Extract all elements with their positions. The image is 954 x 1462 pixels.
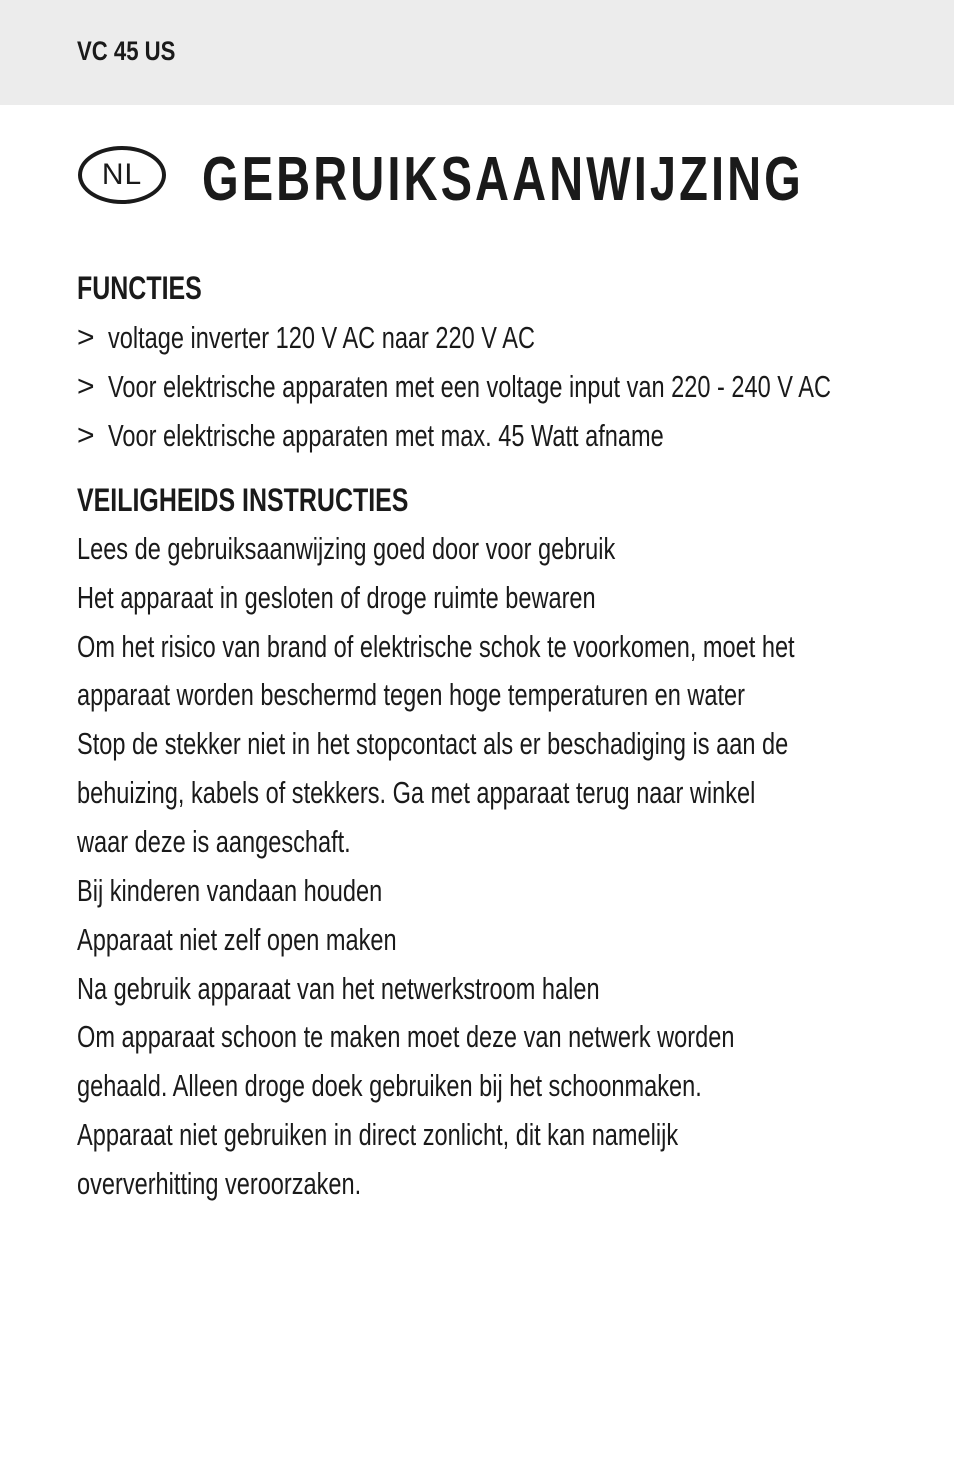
instruction-line: oververhitting veroorzaken.: [77, 1166, 362, 1201]
bullet-marker: >: [77, 419, 95, 452]
instruction-line: gehaald. Alleen droge doek gebruiken bij het schoonmaken.: [77, 1068, 702, 1103]
language-code: NL: [101, 158, 143, 191]
instruction-line: Bij kinderen vandaan houden: [77, 873, 383, 908]
instruction-line: Om apparaat schoon te maken moet deze van netwerk worden: [77, 1019, 735, 1054]
instruction-line: Apparaat niet gebruiken in direct zonlicht, dit kan namelijk: [77, 1117, 679, 1152]
functies-item: Voor elektrische apparaten met max. 45 Watt afname: [108, 418, 664, 453]
bullet-marker: >: [77, 321, 95, 354]
functies-heading: FUNCTIES: [77, 270, 202, 306]
instruction-line: Lees de gebruiksaanwijzing goed door voor gebruik: [77, 531, 616, 566]
instruction-line: Stop de stekker niet in het stopcontact als er beschadiging is aan de: [77, 726, 789, 761]
instruction-line: Apparaat niet zelf open maken: [77, 922, 397, 957]
instruction-line: Na gebruik apparaat van het netwerkstroom halen: [77, 971, 600, 1006]
model-number: VC 45 US: [77, 36, 176, 66]
veiligheid-heading: VEILIGHEIDS INSTRUCTIES: [77, 482, 409, 518]
instruction-line: Het apparaat in gesloten of droge ruimte bewaren: [77, 580, 596, 615]
instruction-line: waar deze is aangeschaft.: [77, 824, 351, 859]
language-badge: [78, 146, 166, 204]
instruction-line: apparaat worden beschermd tegen hoge temperaturen en water: [77, 677, 745, 712]
instruction-line: behuizing, kabels of stekkers. Ga met apparaat terug naar winkel: [77, 775, 756, 810]
functies-item: voltage inverter 120 V AC naar 220 V AC: [108, 320, 535, 355]
instruction-line: Om het risico van brand of elektrische schok te voorkomen, moet het: [77, 629, 795, 664]
page-title: GEBRUIKSAANWIJZING: [202, 145, 804, 214]
functies-item: Voor elektrische apparaten met een voltage input van 220 - 240 V AC: [108, 369, 831, 404]
bullet-marker: >: [77, 370, 95, 403]
header-bar: [0, 0, 954, 105]
